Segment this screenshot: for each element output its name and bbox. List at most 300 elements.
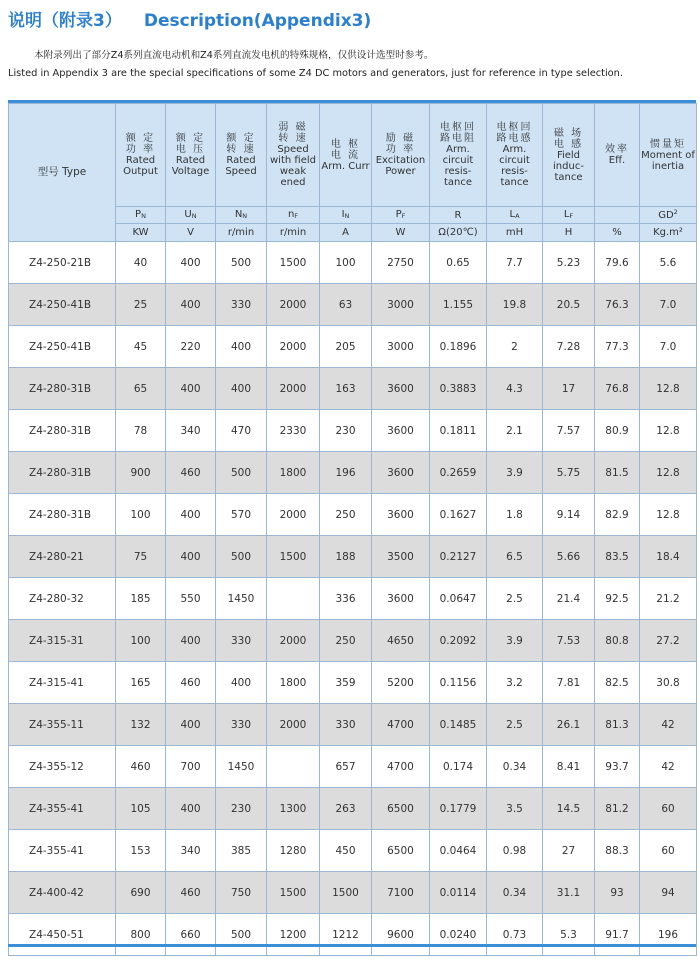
- table-cell: 3.9: [487, 620, 543, 662]
- header-col-8: [543, 104, 595, 207]
- header-symbol: U: [184, 209, 192, 220]
- header-unit-8: H: [543, 224, 595, 242]
- table-cell: 1212: [320, 914, 372, 956]
- header-cn1: 磁 场: [553, 127, 584, 139]
- header-symbol-10: [640, 207, 697, 224]
- table-cell: 400: [216, 368, 267, 410]
- table-cell: 6.5: [487, 536, 543, 578]
- table-cell: 1300: [267, 788, 320, 830]
- header-cn1: 额 定: [226, 133, 256, 144]
- table-cell: 336: [320, 578, 372, 620]
- table-cell: 93: [595, 872, 640, 914]
- table-cell: 0.1156: [430, 662, 487, 704]
- table-row: [9, 704, 697, 746]
- bottom-rule: [8, 944, 696, 947]
- table-cell: 163: [320, 368, 372, 410]
- table-row: [9, 830, 697, 872]
- header-col-9: [595, 104, 640, 207]
- table-cell: 1500: [267, 242, 320, 284]
- table-cell: 153: [116, 830, 166, 872]
- table-cell: 2.5: [487, 704, 543, 746]
- table-row: [9, 620, 697, 662]
- header-cn2: 电 感: [553, 138, 584, 150]
- table-cell: 78: [116, 410, 166, 452]
- header-symbol: N: [234, 209, 243, 220]
- table-cell: 2000: [267, 368, 320, 410]
- table-cell: 1500: [267, 536, 320, 578]
- table-cell: 83.5: [595, 536, 640, 578]
- table-cell: 400: [216, 662, 267, 704]
- table-row: [9, 746, 697, 788]
- table-cell: 3600: [372, 452, 430, 494]
- table-cell: 7100: [372, 872, 430, 914]
- header-symbol-6: [430, 207, 487, 224]
- header-cn2: 电 压: [175, 144, 206, 155]
- table-row: [9, 536, 697, 578]
- table-cell: 7.53: [543, 620, 595, 662]
- header-unit-0: KW: [116, 224, 166, 242]
- table-cell: 1450: [216, 746, 267, 788]
- table-cell: 14.5: [543, 788, 595, 830]
- header-cn1: 电枢回: [496, 122, 533, 133]
- header-symbol: GD: [658, 210, 674, 221]
- table-cell: [267, 746, 320, 788]
- table-cell: 100: [116, 494, 166, 536]
- table-cell: 60: [640, 788, 697, 830]
- table-cell: 5.66: [543, 536, 595, 578]
- table-cell: 2000: [267, 326, 320, 368]
- table-cell: 6500: [372, 788, 430, 830]
- title-cn: 说明（附录3）: [8, 11, 122, 31]
- table-cell: 460: [166, 872, 216, 914]
- table-cell: 76.8: [595, 368, 640, 410]
- header-symbol: L: [509, 209, 516, 220]
- header-col-3: [267, 104, 320, 207]
- table-cell: 657: [320, 746, 372, 788]
- table-cell: 63: [320, 284, 372, 326]
- table-cell: 0.0114: [430, 872, 487, 914]
- header-cn2: 功 率: [125, 144, 156, 155]
- table-cell: 0.65: [430, 242, 487, 284]
- table-cell: 12.8: [640, 368, 697, 410]
- table-cell: 250: [320, 494, 372, 536]
- header-symbol-3: [267, 207, 320, 224]
- header-cn1: 弱 磁: [278, 122, 308, 133]
- table-cell: 1500: [267, 872, 320, 914]
- table-cell: 220: [166, 326, 216, 368]
- page-title: [8, 6, 371, 31]
- table-cell: 185: [116, 578, 166, 620]
- table-cell: 385: [216, 830, 267, 872]
- header-model: 型号 Type: [9, 104, 116, 242]
- header-unit-9: %: [595, 224, 640, 242]
- spec-table-wrap: [8, 100, 696, 956]
- cell-model: Z4-280-31B: [9, 410, 116, 452]
- table-cell: 8.41: [543, 746, 595, 788]
- table-cell: 2000: [267, 620, 320, 662]
- table-cell: 3500: [372, 536, 430, 578]
- header-symbol-8: [543, 207, 595, 224]
- table-cell: 7.57: [543, 410, 595, 452]
- table-cell: 2000: [267, 494, 320, 536]
- table-cell: 5.3: [543, 914, 595, 956]
- cell-model: Z4-250-21B: [9, 242, 116, 284]
- table-cell: 93.7: [595, 746, 640, 788]
- table-cell: 250: [320, 620, 372, 662]
- table-row: [9, 872, 697, 914]
- header-subscript: N: [344, 212, 350, 220]
- table-cell: 230: [216, 788, 267, 830]
- table-row: [9, 242, 697, 284]
- table-cell: 5.6: [640, 242, 697, 284]
- cell-model: Z4-355-11: [9, 704, 116, 746]
- header-col-10: [640, 104, 697, 207]
- table-cell: 75: [116, 536, 166, 578]
- table-cell: 7.81: [543, 662, 595, 704]
- header-symbol-7: [487, 207, 543, 224]
- table-cell: 750: [216, 872, 267, 914]
- table-cell: 91.7: [595, 914, 640, 956]
- table-cell: 2000: [267, 704, 320, 746]
- header-symbol-4: [320, 207, 372, 224]
- table-cell: 500: [216, 536, 267, 578]
- table-cell: 3000: [372, 284, 430, 326]
- table-cell: 0.2092: [430, 620, 487, 662]
- table-cell: 400: [166, 284, 216, 326]
- table-cell: 12.8: [640, 452, 697, 494]
- table-cell: 230: [320, 410, 372, 452]
- header-en: Field induc- tance: [553, 149, 584, 183]
- table-cell: 27.2: [640, 620, 697, 662]
- header-superscript: 2: [673, 208, 678, 216]
- table-cell: 470: [216, 410, 267, 452]
- header-cn1: 额 定: [175, 133, 206, 144]
- table-row: [9, 368, 697, 410]
- table-cell: 4650: [372, 620, 430, 662]
- table-row: [9, 662, 697, 704]
- table-cell: 5200: [372, 662, 430, 704]
- header-col-6: [430, 104, 487, 207]
- table-cell: 500: [216, 914, 267, 956]
- table-cell: 3600: [372, 578, 430, 620]
- table-cell: 45: [116, 326, 166, 368]
- header-symbol-2: [216, 207, 267, 224]
- table-cell: 0.1627: [430, 494, 487, 536]
- table-cell: 400: [216, 326, 267, 368]
- header-cn2: 转 速: [278, 133, 308, 144]
- table-cell: 105: [116, 788, 166, 830]
- table-cell: 330: [216, 284, 267, 326]
- table-cell: 94: [640, 872, 697, 914]
- header-cn1: 电枢回: [440, 122, 476, 133]
- header-unit-3: r/min: [267, 224, 320, 242]
- table-cell: 1800: [267, 452, 320, 494]
- header-symbol-0: [116, 207, 166, 224]
- table-cell: 82.5: [595, 662, 640, 704]
- header-cn1: 效率: [605, 144, 629, 155]
- cell-model: Z4-250-41B: [9, 326, 116, 368]
- table-cell: 0.34: [487, 872, 543, 914]
- table-cell: 400: [166, 242, 216, 284]
- table-cell: 900: [116, 452, 166, 494]
- table-cell: 460: [116, 746, 166, 788]
- table-cell: 400: [166, 620, 216, 662]
- table-cell: 5.23: [543, 242, 595, 284]
- table-cell: 21.4: [543, 578, 595, 620]
- header-symbol: n: [287, 209, 295, 220]
- table-cell: 17: [543, 368, 595, 410]
- header-symbol: I: [341, 209, 345, 220]
- table-cell: 3600: [372, 410, 430, 452]
- header-en: Arm. Curr: [321, 160, 370, 172]
- cell-model: Z4-355-12: [9, 746, 116, 788]
- header-cn1: 电 枢: [330, 138, 361, 150]
- table-cell: 3000: [372, 326, 430, 368]
- table-cell: 19.8: [487, 284, 543, 326]
- header-col-5: [372, 104, 430, 207]
- intro-en: Listed in Appendix 3 are the special specifications of some Z4 DC motors and generators, just for reference in type selection.: [8, 68, 623, 79]
- table-cell: 40: [116, 242, 166, 284]
- header-subscript: F: [569, 212, 574, 220]
- table-cell: 0.0647: [430, 578, 487, 620]
- table-cell: 42: [640, 704, 697, 746]
- table-cell: 132: [116, 704, 166, 746]
- table-cell: 92.5: [595, 578, 640, 620]
- table-cell: 1.155: [430, 284, 487, 326]
- table-cell: 30.8: [640, 662, 697, 704]
- table-cell: 1450: [216, 578, 267, 620]
- table-cell: 0.174: [430, 746, 487, 788]
- header-unit-2: r/min: [216, 224, 267, 242]
- table-row: [9, 452, 697, 494]
- table-cell: 3600: [372, 494, 430, 536]
- table-cell: 400: [166, 368, 216, 410]
- table-row: [9, 788, 697, 830]
- cell-model: Z4-355-41: [9, 830, 116, 872]
- table-cell: 500: [216, 242, 267, 284]
- table-cell: 80.8: [595, 620, 640, 662]
- table-cell: 690: [116, 872, 166, 914]
- table-cell: 81.3: [595, 704, 640, 746]
- table-cell: 0.0240: [430, 914, 487, 956]
- header-symbol-5: [372, 207, 430, 224]
- table-row: [9, 410, 697, 452]
- table-cell: 21.2: [640, 578, 697, 620]
- table-cell: 0.73: [487, 914, 543, 956]
- table-cell: 400: [166, 704, 216, 746]
- table-cell: 330: [320, 704, 372, 746]
- table-cell: 263: [320, 788, 372, 830]
- header-en: Moment of inertia: [641, 149, 695, 172]
- table-cell: 188: [320, 536, 372, 578]
- table-cell: 500: [216, 452, 267, 494]
- table-cell: 7.0: [640, 284, 697, 326]
- table-cell: 2000: [267, 284, 320, 326]
- header-symbol-9: [595, 207, 640, 224]
- table-cell: 196: [640, 914, 697, 956]
- table-cell: 550: [166, 578, 216, 620]
- table-cell: 3.5: [487, 788, 543, 830]
- table-cell: 18.4: [640, 536, 697, 578]
- table-cell: 460: [166, 452, 216, 494]
- table-cell: 0.2659: [430, 452, 487, 494]
- table-cell: 0.1896: [430, 326, 487, 368]
- header-en: Speed with field weak ened: [270, 144, 316, 188]
- header-unit-6: Ω(20℃): [430, 224, 487, 242]
- header-col-1: [166, 104, 216, 207]
- table-cell: 0.34: [487, 746, 543, 788]
- header-subscript: N: [141, 212, 146, 220]
- header-subscript: A: [515, 212, 520, 220]
- table-cell: 26.1: [543, 704, 595, 746]
- table-cell: 0.1779: [430, 788, 487, 830]
- table-cell: 20.5: [543, 284, 595, 326]
- table-cell: 0.3883: [430, 368, 487, 410]
- table-cell: 330: [216, 704, 267, 746]
- cell-model: Z4-355-41: [9, 788, 116, 830]
- header-cn2: 路电阻: [440, 133, 476, 144]
- header-cn1: 额 定: [125, 133, 156, 144]
- table-cell: 2: [487, 326, 543, 368]
- table-cell: [267, 578, 320, 620]
- table-cell: 81.2: [595, 788, 640, 830]
- table-cell: 3.2: [487, 662, 543, 704]
- header-symbol: L: [563, 209, 570, 220]
- table-cell: 4.3: [487, 368, 543, 410]
- header-cn2: 路电感: [496, 133, 533, 144]
- table-cell: 100: [116, 620, 166, 662]
- cell-model: Z4-280-32: [9, 578, 116, 620]
- table-cell: 76.3: [595, 284, 640, 326]
- table-cell: 460: [166, 662, 216, 704]
- cell-model: Z4-280-31B: [9, 368, 116, 410]
- table-cell: 400: [166, 494, 216, 536]
- table-cell: 570: [216, 494, 267, 536]
- table-cell: 79.6: [595, 242, 640, 284]
- header-en: Rated Speed: [225, 155, 257, 177]
- table-cell: 60: [640, 830, 697, 872]
- header-unit-10: Kg.m²: [640, 224, 697, 242]
- table-cell: 205: [320, 326, 372, 368]
- table-cell: 3600: [372, 368, 430, 410]
- table-cell: 2.1: [487, 410, 543, 452]
- table-cell: 0.98: [487, 830, 543, 872]
- table-cell: 31.1: [543, 872, 595, 914]
- table-row: [9, 284, 697, 326]
- header-subscript: F: [401, 212, 406, 220]
- table-cell: 65: [116, 368, 166, 410]
- table-cell: 80.9: [595, 410, 640, 452]
- table-cell: 6500: [372, 830, 430, 872]
- cell-model: Z4-450-51: [9, 914, 116, 956]
- header-col-0: [116, 104, 166, 207]
- table-cell: 330: [216, 620, 267, 662]
- table-cell: 12.8: [640, 494, 697, 536]
- table-cell: 9.14: [543, 494, 595, 536]
- header-symbol-1: [166, 207, 216, 224]
- table-cell: 9600: [372, 914, 430, 956]
- header-symbol: P: [395, 209, 402, 220]
- header-symbol: R: [454, 210, 462, 221]
- table-cell: 340: [166, 830, 216, 872]
- header-unit-5: W: [372, 224, 430, 242]
- table-cell: 100: [320, 242, 372, 284]
- table-cell: 0.2127: [430, 536, 487, 578]
- header-subscript: N: [191, 212, 197, 220]
- header-cn2: 功 率: [385, 144, 416, 155]
- table-cell: 12.8: [640, 410, 697, 452]
- intro-cn: 本附录列出了部分Z4系列直流电动机和Z4系列直流发电机的特殊规格，仅供设计选型时参考。: [34, 50, 434, 61]
- table-cell: 7.28: [543, 326, 595, 368]
- table-cell: 1280: [267, 830, 320, 872]
- table-cell: 27: [543, 830, 595, 872]
- table-cell: 82.9: [595, 494, 640, 536]
- table-cell: 450: [320, 830, 372, 872]
- table-cell: 1500: [320, 872, 372, 914]
- header-en: Rated Voltage: [171, 155, 210, 177]
- table-cell: 1200: [267, 914, 320, 956]
- table-cell: 4700: [372, 746, 430, 788]
- table-cell: 4700: [372, 704, 430, 746]
- header-en: Arm. circuit resis- tance: [442, 144, 474, 188]
- table-cell: 165: [116, 662, 166, 704]
- cell-model: Z4-400-42: [9, 872, 116, 914]
- table-row: [9, 326, 697, 368]
- table-cell: 196: [320, 452, 372, 494]
- table-cell: 800: [116, 914, 166, 956]
- table-row: [9, 914, 697, 956]
- header-col-4: [320, 104, 372, 207]
- table-cell: 42: [640, 746, 697, 788]
- header-unit-4: A: [320, 224, 372, 242]
- cell-model: Z4-280-31B: [9, 494, 116, 536]
- table-cell: 1.8: [487, 494, 543, 536]
- table-cell: 88.3: [595, 830, 640, 872]
- table-cell: 340: [166, 410, 216, 452]
- table-cell: 5.75: [543, 452, 595, 494]
- cell-model: Z4-315-41: [9, 662, 116, 704]
- table-cell: 700: [166, 746, 216, 788]
- header-subscript: N: [242, 212, 248, 220]
- title-en: Description(Appendix3): [143, 11, 372, 31]
- header-en: Rated Output: [123, 155, 158, 177]
- cell-model: Z4-250-41B: [9, 284, 116, 326]
- header-cn1: 励 磁: [385, 133, 416, 144]
- table-cell: 81.5: [595, 452, 640, 494]
- header-unit-1: V: [166, 224, 216, 242]
- header-symbol: P: [135, 209, 142, 220]
- table-cell: 2750: [372, 242, 430, 284]
- table-cell: 1800: [267, 662, 320, 704]
- table-cell: 400: [166, 536, 216, 578]
- table-body: [9, 242, 697, 956]
- table-cell: 3.9: [487, 452, 543, 494]
- header-col-2: [216, 104, 267, 207]
- table-cell: 359: [320, 662, 372, 704]
- table-cell: 0.1811: [430, 410, 487, 452]
- table-cell: 2330: [267, 410, 320, 452]
- table-row: [9, 494, 697, 536]
- spec-table: [8, 103, 697, 956]
- table-cell: 7.0: [640, 326, 697, 368]
- table-cell: 25: [116, 284, 166, 326]
- table-cell: 0.1485: [430, 704, 487, 746]
- header-en: Eff.: [608, 155, 626, 166]
- table-cell: 7.7: [487, 242, 543, 284]
- table-cell: 77.3: [595, 326, 640, 368]
- cell-model: Z4-315-31: [9, 620, 116, 662]
- header-col-7: [487, 104, 543, 207]
